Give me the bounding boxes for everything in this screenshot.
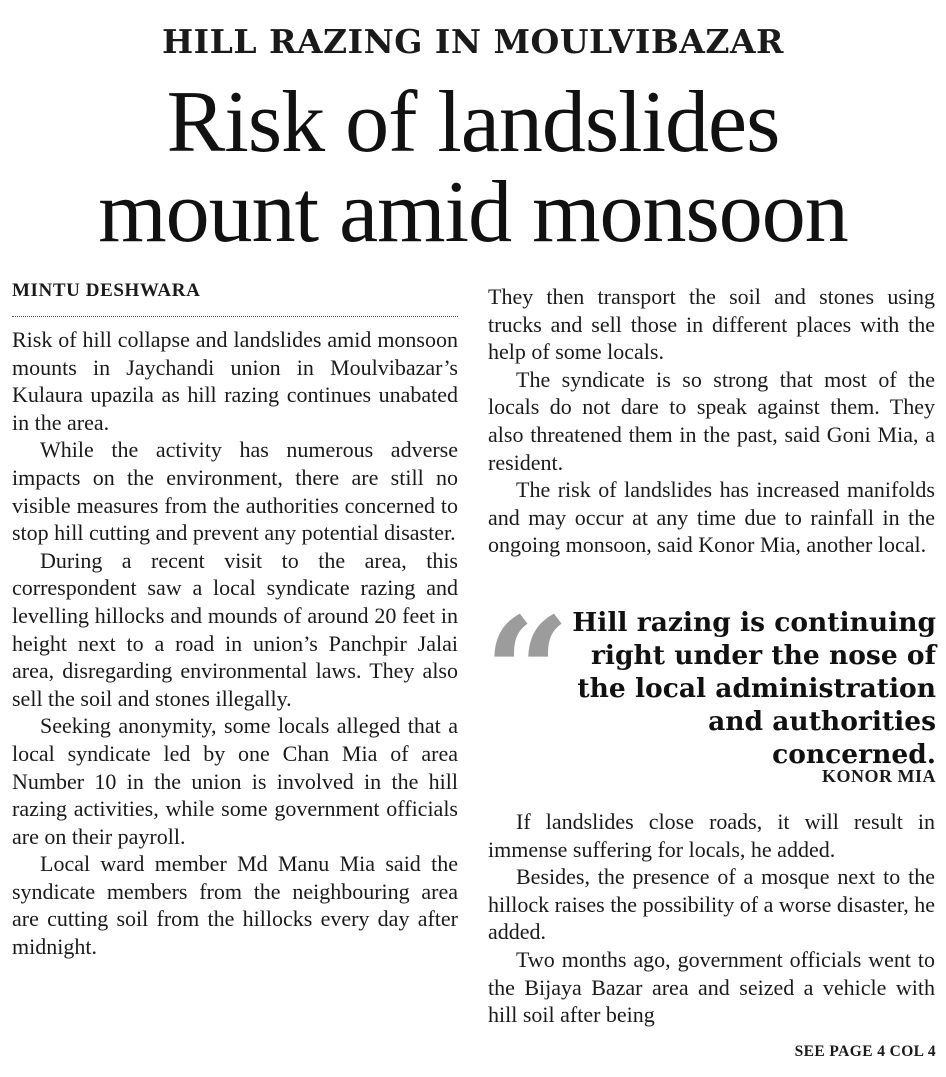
right-column-bottom (488, 808, 935, 1029)
left-column (12, 326, 458, 961)
paragraph: If landslides close roads, it will result in immense suffering for locals, he added. (488, 809, 935, 862)
paragraph: While the activity has numerous adverse impacts on the environment, there are still no visible measures from the authorities concerned to stop hill cutting and prevent any potential disaster. (12, 437, 458, 546)
kicker: HILL RAZING IN MOULVIBAZAR (162, 22, 784, 61)
paragraph: Local ward member Md Manu Mia said the syndicate members from the neighbouring area are cutting soil from the hillocks every day after midnight. (12, 851, 458, 960)
paragraph: During a recent visit to the area, this correspondent saw a local syndicate razing and levelling hillocks and mounds of around 20 feet in height next to a road in union’s Panchpir Jalai area, disregarding environmental laws. They also sell the soil and stones illegally. (12, 547, 458, 711)
right-column-top (488, 283, 935, 559)
paragraph: Risk of hill collapse and landslides amid monsoon mounts in Jaychandi union in Moulvibazar’s Kulaura upazila as hill razing continues unabated in the area. (12, 327, 458, 435)
quote-mark-icon: “ (484, 585, 571, 761)
pull-quote: Hill razing is continuing right under the nose of the local administration and authorities concerned. (572, 607, 936, 770)
headline-line-1: Risk of landslides (166, 74, 780, 171)
paragraph: The syndicate is so strong that most of the locals do not dare to speak against them. They also threatened them in the past, said Goni Mia, a resident. (488, 366, 935, 475)
headline-line-2: mount amid monsoon (98, 164, 848, 261)
paragraph: Seeking anonymity, some locals alleged that a local syndicate led by one Chan Mia of area Number 10 in the union is involved in the hill razing activities, while some government officials are on their payroll. (12, 713, 458, 849)
paragraph: The risk of landslides has increased manifolds and may occur at any time due to rainfall in the ongoing monsoon, said Konor Mia, another local. (488, 477, 935, 558)
pull-quote-attribution: KONOR MIA (822, 766, 936, 786)
paragraph: They then transport the soil and stones using trucks and sell those in different places with the help of some locals. (488, 284, 935, 365)
headline (0, 74, 946, 261)
paragraph: Two months ago, government officials went to the Bijaya Bazar area and seized a vehicle with hill soil after being (488, 946, 935, 1028)
continuation-note: SEE PAGE 4 COL 4 (794, 1043, 936, 1060)
paragraph: Besides, the presence of a mosque next to the hillock raises the possibility of a worse disaster, he added. (488, 864, 935, 945)
byline: MINTU DESHWARA (12, 278, 458, 317)
